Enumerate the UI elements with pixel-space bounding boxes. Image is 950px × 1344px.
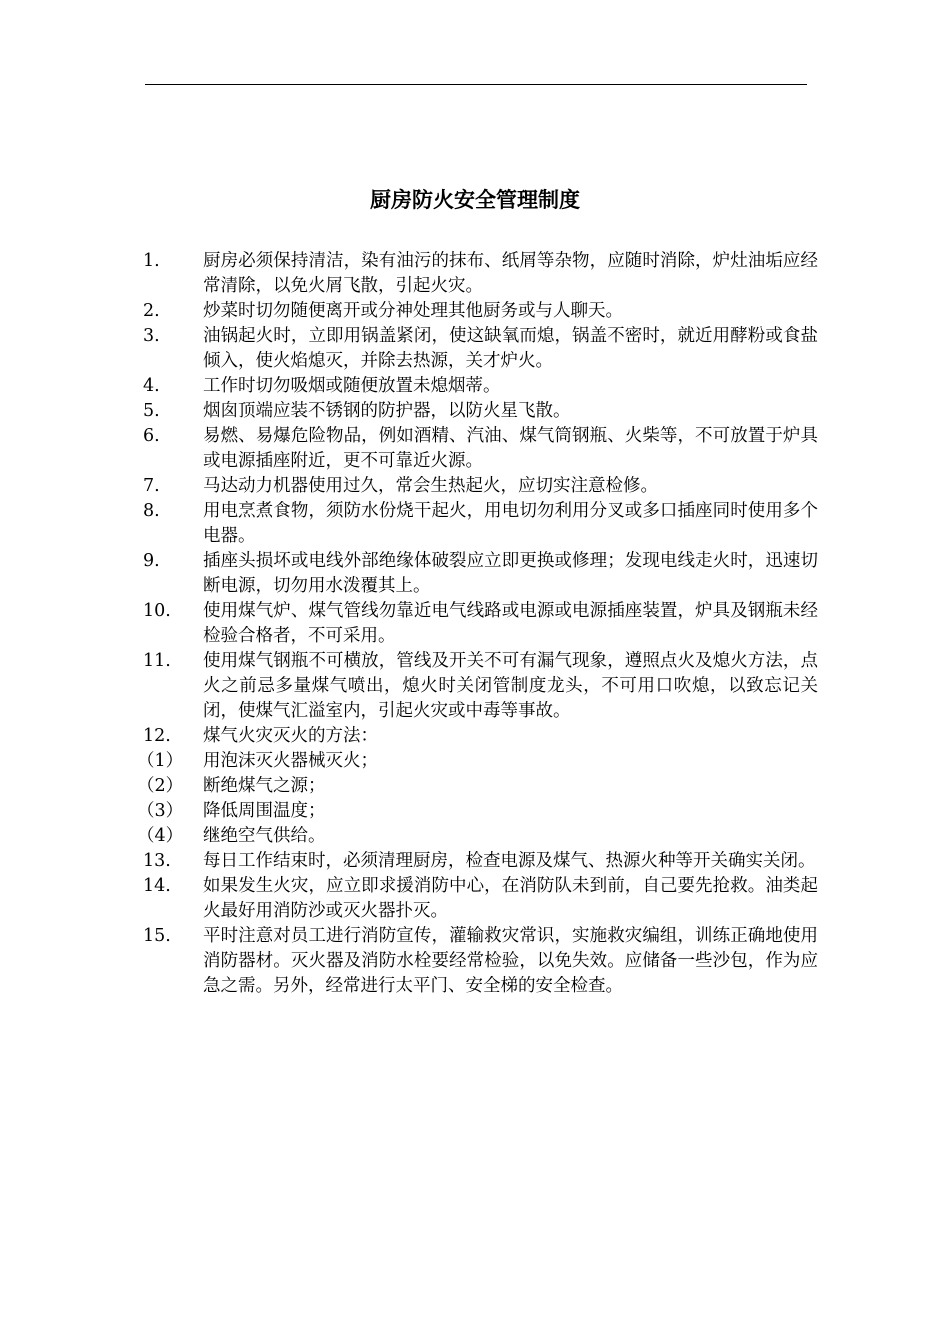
sub-list-item [137, 774, 818, 799]
list-item [143, 399, 818, 424]
item-number: 4. [143, 376, 160, 396]
item-text: 插座头损坏或电线外部绝缘体破裂应立即更换或修理；发现电线走火时，迅速切断电源，切勿用水泼覆其上。 [203, 551, 818, 596]
list-item [143, 299, 818, 324]
sub-item-number: （1） [137, 751, 184, 771]
item-text: 厨房必须保持清洁，染有油污的抹布、纸屑等杂物，应随时消除，炉灶油垢应经常清除，以免火屑飞散，引起火灾。 [203, 251, 818, 296]
sub-item-text: 断绝煤气之源； [203, 776, 326, 796]
item-text: 用电烹煮食物，须防水份烧干起火，用电切勿利用分叉或多口插座同时使用多个电器。 [203, 501, 818, 546]
item-number: 11. [143, 651, 171, 671]
item-text: 平时注意对员工进行消防宣传，灌输救灾常识，实施救灾编组，训练正确地使用消防器材。灭火器及消防水栓要经常检验，以免失效。应储备一些沙包，作为应急之需。另外，经常进行太平门、安全梯的安全检查。 [203, 926, 818, 996]
list-item [143, 874, 818, 924]
sub-list-item [137, 799, 818, 824]
item-text: 如果发生火灾，应立即求援消防中心，在消防队未到前，自己要先抢救。油类起火最好用消防沙或灭火器扑灭。 [203, 876, 818, 921]
list-item [143, 324, 818, 374]
item-number: 12. [143, 726, 171, 746]
item-text: 油锅起火时，立即用锅盖紧闭，使这缺氧而熄，锅盖不密时，就近用酵粉或食盐倾入，使火焰熄灭，并除去热源，关才炉火。 [203, 326, 818, 371]
item-number: 14. [143, 876, 171, 896]
item-text: 马达动力机器使用过久，常会生热起火，应切实注意检修。 [203, 476, 658, 496]
item-number: 8. [143, 501, 160, 521]
item-text: 工作时切勿吸烟或随便放置未熄烟蒂。 [203, 376, 501, 396]
sub-list-item [137, 749, 818, 774]
item-number: 7. [143, 476, 160, 496]
sub-item-number: （3） [137, 801, 184, 821]
sub-item-text: 用泡沫灭火器械灭火； [203, 751, 378, 771]
item-text: 每日工作结束时，必须清理厨房，检查电源及煤气、热源火种等开关确实关闭。 [203, 851, 816, 871]
list-item [143, 499, 818, 549]
item-text: 使用煤气炉、煤气管线勿靠近电气线路或电源或电源插座装置，炉具及钢瓶未经检验合格者，不可采用。 [203, 601, 818, 646]
list-item [143, 724, 818, 749]
list-item [143, 374, 818, 399]
item-number: 1. [143, 251, 160, 271]
list-item [143, 924, 818, 999]
regulation-list [137, 249, 818, 999]
item-number: 3. [143, 326, 160, 346]
item-text: 使用煤气钢瓶不可横放，管线及开关不可有漏气现象，遵照点火及熄火方法，点火之前忌多量煤气喷出，熄火时关闭管制度龙头，不可用口吹熄，以致忘记关闭，使煤气汇溢室内，引起火灾或中毒等事故。 [203, 651, 818, 721]
list-item [143, 474, 818, 499]
sub-item-number: （2） [137, 776, 184, 796]
item-number: 13. [143, 851, 171, 871]
list-item [143, 249, 818, 299]
item-text: 煤气火灾灭火的方法： [203, 726, 378, 746]
item-text: 烟囱顶端应装不锈钢的防护器，以防火星飞散。 [203, 401, 571, 421]
item-number: 2. [143, 301, 160, 321]
list-item [143, 849, 818, 874]
item-number: 6. [143, 426, 160, 446]
item-number: 15. [143, 926, 171, 946]
sub-item-number: （4） [137, 826, 184, 846]
sub-item-text: 降低周围温度； [203, 801, 326, 821]
item-number: 10. [143, 601, 171, 621]
item-text: 炒菜时切勿随便离开或分神处理其他厨务或与人聊天。 [203, 301, 623, 321]
header-rule [145, 84, 807, 85]
item-text: 易燃、易爆危险物品，例如酒精、汽油、煤气筒钢瓶、火柴等，不可放置于炉具或电源插座附近，更不可靠近火源。 [203, 426, 818, 471]
item-number: 9. [143, 551, 160, 571]
list-item [143, 649, 818, 724]
sub-item-text: 继绝空气供给。 [203, 826, 326, 846]
list-item [143, 424, 818, 474]
sub-list-item [137, 824, 818, 849]
list-item [143, 599, 818, 649]
list-item [143, 549, 818, 599]
page-title: 厨房防火安全管理制度 [370, 188, 580, 212]
item-number: 5. [143, 401, 160, 421]
